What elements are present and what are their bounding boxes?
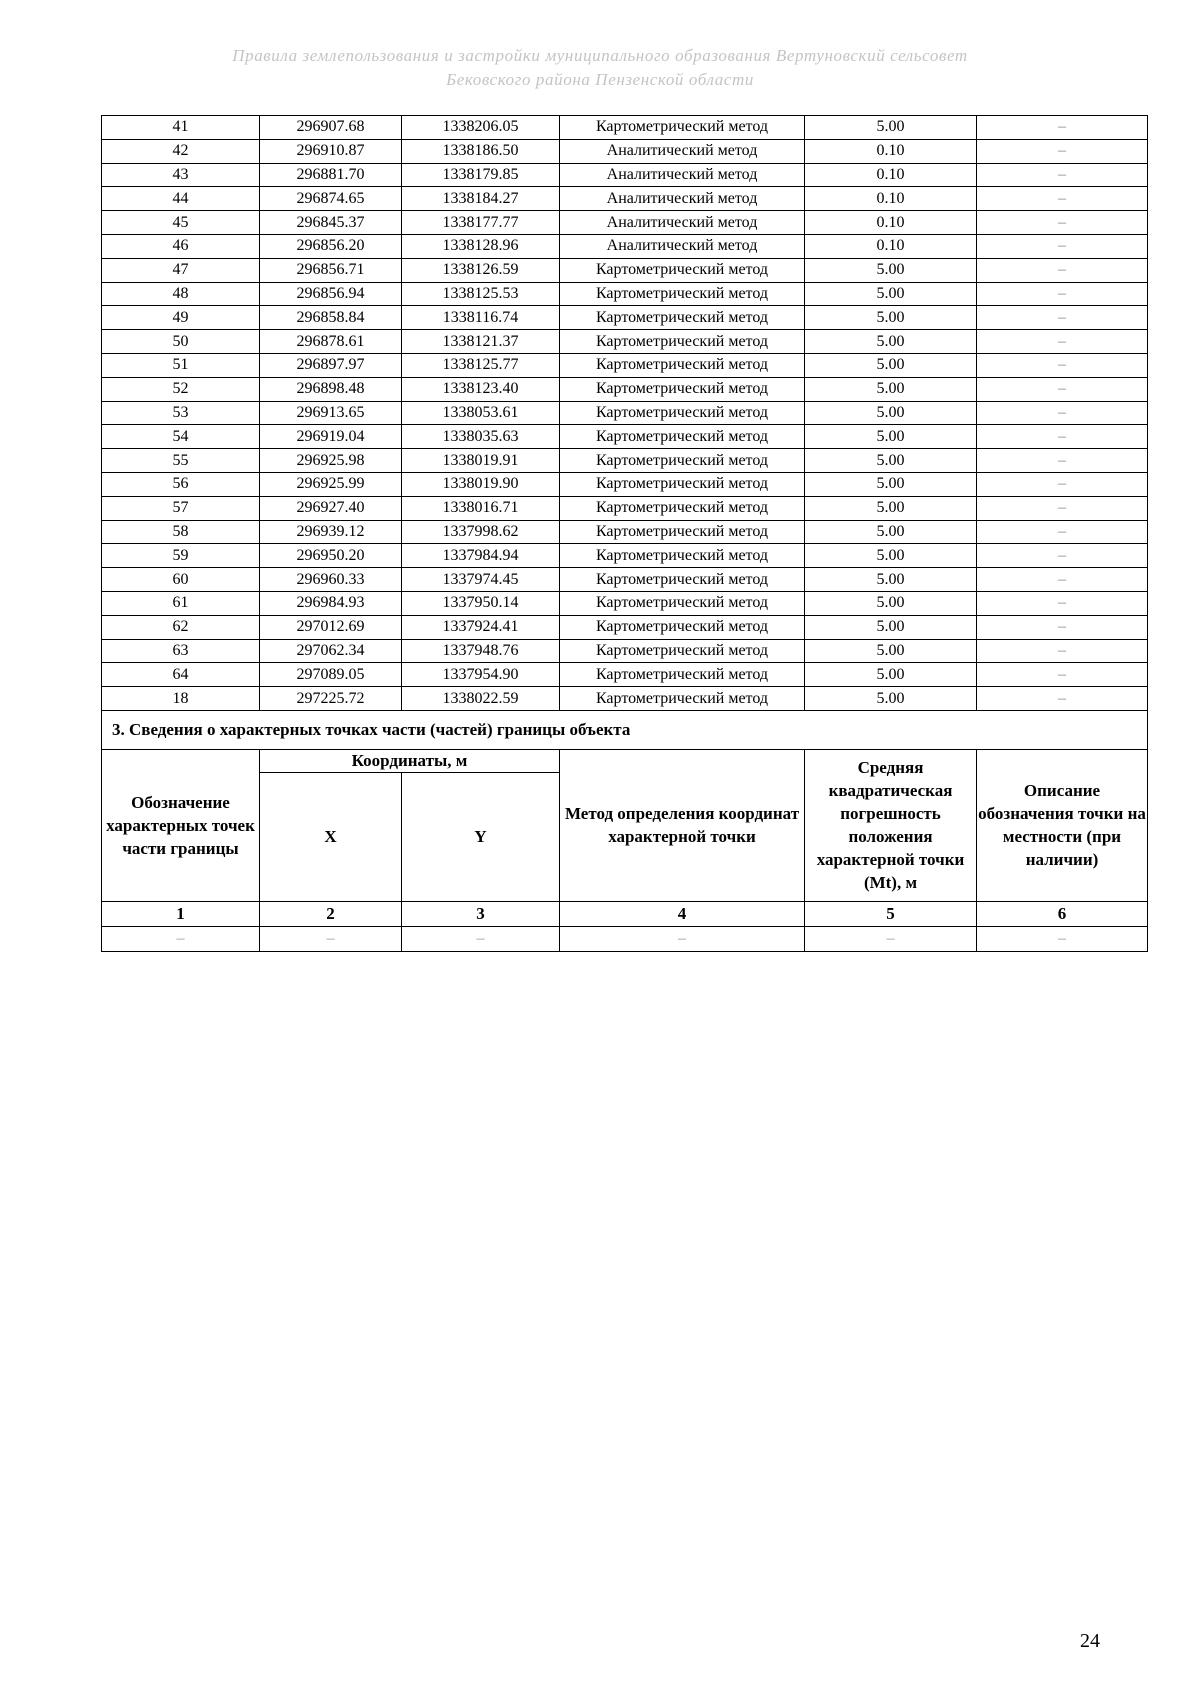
point-number-cell: 59 — [102, 544, 260, 568]
coord-y-cell: 1337974.45 — [402, 568, 560, 592]
empty-cell: – — [805, 926, 977, 951]
point-number-cell: 50 — [102, 330, 260, 354]
coord-y-cell: 1338022.59 — [402, 687, 560, 711]
coord-x-cell: 296897.97 — [260, 353, 402, 377]
point-number-cell: 51 — [102, 353, 260, 377]
coord-y-cell: 1338019.91 — [402, 449, 560, 473]
table-row — [102, 425, 1148, 449]
description-cell: – — [977, 139, 1148, 163]
description-cell: – — [977, 330, 1148, 354]
error-cell: 0.10 — [805, 187, 977, 211]
coord-x-cell: 296960.33 — [260, 568, 402, 592]
point-number-cell: 42 — [102, 139, 260, 163]
method-cell: Картометрический метод — [560, 401, 805, 425]
description-cell: – — [977, 687, 1148, 711]
coord-y-cell: 1338179.85 — [402, 163, 560, 187]
error-cell: 5.00 — [805, 591, 977, 615]
method-cell: Картометрический метод — [560, 306, 805, 330]
method-cell: Аналитический метод — [560, 211, 805, 235]
error-cell: 5.00 — [805, 544, 977, 568]
coord-y-cell: 1338177.77 — [402, 211, 560, 235]
error-cell: 5.00 — [805, 520, 977, 544]
table-row — [102, 496, 1148, 520]
coord-y-cell: 1337950.14 — [402, 591, 560, 615]
coord-x-cell: 296856.94 — [260, 282, 402, 306]
description-cell: – — [977, 639, 1148, 663]
description-cell: – — [977, 568, 1148, 592]
description-cell: – — [977, 187, 1148, 211]
error-cell: 5.00 — [805, 615, 977, 639]
point-number-cell: 54 — [102, 425, 260, 449]
description-cell: – — [977, 496, 1148, 520]
error-cell: 5.00 — [805, 306, 977, 330]
error-cell: 5.00 — [805, 401, 977, 425]
point-number-cell: 63 — [102, 639, 260, 663]
description-cell: – — [977, 591, 1148, 615]
coord-x-cell: 296878.61 — [260, 330, 402, 354]
coord-x-cell: 296856.71 — [260, 258, 402, 282]
error-cell: 5.00 — [805, 568, 977, 592]
table-row — [102, 187, 1148, 211]
error-cell: 5.00 — [805, 663, 977, 687]
point-number-cell: 53 — [102, 401, 260, 425]
point-number-cell: 56 — [102, 472, 260, 496]
column-number: 6 — [977, 901, 1148, 926]
coord-y-cell: 1337954.90 — [402, 663, 560, 687]
point-number-cell: 64 — [102, 663, 260, 687]
header-error: Средняя квадратическая погрешность положения характерной точки (Mt), м — [805, 749, 977, 901]
coord-y-cell: 1338053.61 — [402, 401, 560, 425]
description-cell: – — [977, 520, 1148, 544]
table-row — [102, 472, 1148, 496]
document-header — [100, 44, 1100, 92]
coord-y-cell: 1338184.27 — [402, 187, 560, 211]
point-number-cell: 41 — [102, 116, 260, 140]
section-3-title: 3. Сведения о характерных точках части (частей) границы объекта — [102, 710, 1148, 749]
table-row — [102, 615, 1148, 639]
empty-cell: – — [977, 926, 1148, 951]
coord-y-cell: 1338206.05 — [402, 116, 560, 140]
coord-x-cell: 296950.20 — [260, 544, 402, 568]
column-number: 5 — [805, 901, 977, 926]
header-description: Описание обозначения точки на местности (при наличии) — [977, 749, 1148, 901]
error-cell: 0.10 — [805, 139, 977, 163]
point-number-cell: 60 — [102, 568, 260, 592]
table-row — [102, 687, 1148, 711]
header-line-1: Правила землепользования и застройки муниципального образования Вертуновский сельсовет — [232, 46, 968, 65]
coord-x-cell: 296939.12 — [260, 520, 402, 544]
description-cell: – — [977, 282, 1148, 306]
description-cell: – — [977, 306, 1148, 330]
coord-y-cell: 1338125.53 — [402, 282, 560, 306]
point-number-cell: 43 — [102, 163, 260, 187]
method-cell: Картометрический метод — [560, 425, 805, 449]
table-row — [102, 449, 1148, 473]
point-number-cell: 44 — [102, 187, 260, 211]
error-cell: 0.10 — [805, 163, 977, 187]
coord-x-cell: 296845.37 — [260, 211, 402, 235]
point-number-cell: 48 — [102, 282, 260, 306]
coord-y-cell: 1337924.41 — [402, 615, 560, 639]
coord-y-cell: 1338019.90 — [402, 472, 560, 496]
table-row — [102, 211, 1148, 235]
description-cell: – — [977, 663, 1148, 687]
coord-y-cell: 1337948.76 — [402, 639, 560, 663]
coord-x-cell: 297012.69 — [260, 615, 402, 639]
coord-x-cell: 296874.65 — [260, 187, 402, 211]
boundary-points-rows — [102, 116, 1148, 711]
empty-cell: – — [560, 926, 805, 951]
method-cell: Картометрический метод — [560, 663, 805, 687]
description-cell: – — [977, 258, 1148, 282]
coord-y-cell: 1338123.40 — [402, 377, 560, 401]
description-cell: – — [977, 377, 1148, 401]
point-number-cell: 57 — [102, 496, 260, 520]
description-cell: – — [977, 163, 1148, 187]
coord-x-cell: 296925.98 — [260, 449, 402, 473]
error-cell: 5.00 — [805, 330, 977, 354]
point-number-cell: 55 — [102, 449, 260, 473]
coord-x-cell: 296856.20 — [260, 234, 402, 258]
error-cell: 5.00 — [805, 258, 977, 282]
column-number: 4 — [560, 901, 805, 926]
method-cell: Аналитический метод — [560, 234, 805, 258]
method-cell: Картометрический метод — [560, 520, 805, 544]
method-cell: Картометрический метод — [560, 258, 805, 282]
table-row — [102, 568, 1148, 592]
description-cell: – — [977, 472, 1148, 496]
method-cell: Картометрический метод — [560, 639, 805, 663]
coord-x-cell: 297062.34 — [260, 639, 402, 663]
coord-y-cell: 1338128.96 — [402, 234, 560, 258]
coord-x-cell: 296858.84 — [260, 306, 402, 330]
table-row — [102, 639, 1148, 663]
header-line-2: Бековского района Пензенской области — [446, 70, 754, 89]
method-cell: Картометрический метод — [560, 282, 805, 306]
method-cell: Картометрический метод — [560, 353, 805, 377]
column-number: 1 — [102, 901, 260, 926]
header-method: Метод определения координат характерной точки — [560, 749, 805, 901]
point-number-cell: 46 — [102, 234, 260, 258]
point-number-cell: 49 — [102, 306, 260, 330]
coord-x-cell: 296925.99 — [260, 472, 402, 496]
coord-x-cell: 296881.70 — [260, 163, 402, 187]
method-cell: Картометрический метод — [560, 449, 805, 473]
page-number: 24 — [1080, 1630, 1100, 1652]
method-cell: Картометрический метод — [560, 687, 805, 711]
coord-y-cell: 1338125.77 — [402, 353, 560, 377]
table-row — [102, 163, 1148, 187]
table-row — [102, 591, 1148, 615]
error-cell: 5.00 — [805, 639, 977, 663]
point-number-cell: 52 — [102, 377, 260, 401]
table-row — [102, 330, 1148, 354]
point-number-cell: 62 — [102, 615, 260, 639]
table-row — [102, 116, 1148, 140]
error-cell: 5.00 — [805, 425, 977, 449]
table-row — [102, 544, 1148, 568]
empty-cell: – — [402, 926, 560, 951]
method-cell: Картометрический метод — [560, 377, 805, 401]
header-coordinates: Координаты, м — [260, 749, 560, 772]
column-number: 2 — [260, 901, 402, 926]
method-cell: Картометрический метод — [560, 544, 805, 568]
empty-cell: – — [260, 926, 402, 951]
error-cell: 5.00 — [805, 116, 977, 140]
description-cell: – — [977, 211, 1148, 235]
point-number-cell: 58 — [102, 520, 260, 544]
description-cell: – — [977, 234, 1148, 258]
table-row — [102, 520, 1148, 544]
coord-x-cell: 297089.05 — [260, 663, 402, 687]
coord-x-cell: 296907.68 — [260, 116, 402, 140]
coord-y-cell: 1338126.59 — [402, 258, 560, 282]
coord-y-cell: 1337998.62 — [402, 520, 560, 544]
section-3-title-row — [102, 710, 1148, 749]
coord-x-cell: 296913.65 — [260, 401, 402, 425]
error-cell: 5.00 — [805, 687, 977, 711]
error-cell: 5.00 — [805, 353, 977, 377]
method-cell: Аналитический метод — [560, 163, 805, 187]
method-cell: Картометрический метод — [560, 591, 805, 615]
coord-x-cell: 296984.93 — [260, 591, 402, 615]
coord-y-cell: 1338186.50 — [402, 139, 560, 163]
method-cell: Аналитический метод — [560, 187, 805, 211]
description-cell: – — [977, 544, 1148, 568]
point-number-cell: 47 — [102, 258, 260, 282]
table-row — [102, 663, 1148, 687]
description-cell: – — [977, 615, 1148, 639]
method-cell: Картометрический метод — [560, 496, 805, 520]
header-y: Y — [402, 772, 560, 901]
table-row — [102, 401, 1148, 425]
coord-x-cell: 296898.48 — [260, 377, 402, 401]
description-cell: – — [977, 401, 1148, 425]
point-number-cell: 45 — [102, 211, 260, 235]
header-x: X — [260, 772, 402, 901]
error-cell: 0.10 — [805, 211, 977, 235]
table-row — [102, 139, 1148, 163]
coord-x-cell: 297225.72 — [260, 687, 402, 711]
table-row — [102, 234, 1148, 258]
column-number: 3 — [402, 901, 560, 926]
error-cell: 5.00 — [805, 449, 977, 473]
method-cell: Картометрический метод — [560, 330, 805, 354]
coord-y-cell: 1338016.71 — [402, 496, 560, 520]
point-number-cell: 61 — [102, 591, 260, 615]
description-cell: – — [977, 425, 1148, 449]
section-3-header-row-1 — [102, 749, 1148, 772]
method-cell: Картометрический метод — [560, 615, 805, 639]
method-cell: Картометрический метод — [560, 568, 805, 592]
description-cell: – — [977, 353, 1148, 377]
coord-x-cell: 296919.04 — [260, 425, 402, 449]
point-number-cell: 18 — [102, 687, 260, 711]
description-cell: – — [977, 449, 1148, 473]
method-cell: Картометрический метод — [560, 116, 805, 140]
error-cell: 0.10 — [805, 234, 977, 258]
table-row — [102, 282, 1148, 306]
table-row — [102, 377, 1148, 401]
coord-x-cell: 296910.87 — [260, 139, 402, 163]
description-cell: – — [977, 116, 1148, 140]
method-cell: Картометрический метод — [560, 472, 805, 496]
table-row — [102, 353, 1148, 377]
table-row — [102, 306, 1148, 330]
coord-y-cell: 1337984.94 — [402, 544, 560, 568]
empty-cell: – — [102, 926, 260, 951]
coord-x-cell: 296927.40 — [260, 496, 402, 520]
coord-y-cell: 1338121.37 — [402, 330, 560, 354]
boundary-points-table — [101, 115, 1148, 952]
coord-y-cell: 1338035.63 — [402, 425, 560, 449]
header-designation: Обозначение характерных точек части границы — [102, 749, 260, 901]
error-cell: 5.00 — [805, 496, 977, 520]
error-cell: 5.00 — [805, 472, 977, 496]
error-cell: 5.00 — [805, 282, 977, 306]
method-cell: Аналитический метод — [560, 139, 805, 163]
error-cell: 5.00 — [805, 377, 977, 401]
table-row — [102, 258, 1148, 282]
coord-y-cell: 1338116.74 — [402, 306, 560, 330]
empty-data-row — [102, 926, 1148, 951]
column-numbers-row — [102, 901, 1148, 926]
